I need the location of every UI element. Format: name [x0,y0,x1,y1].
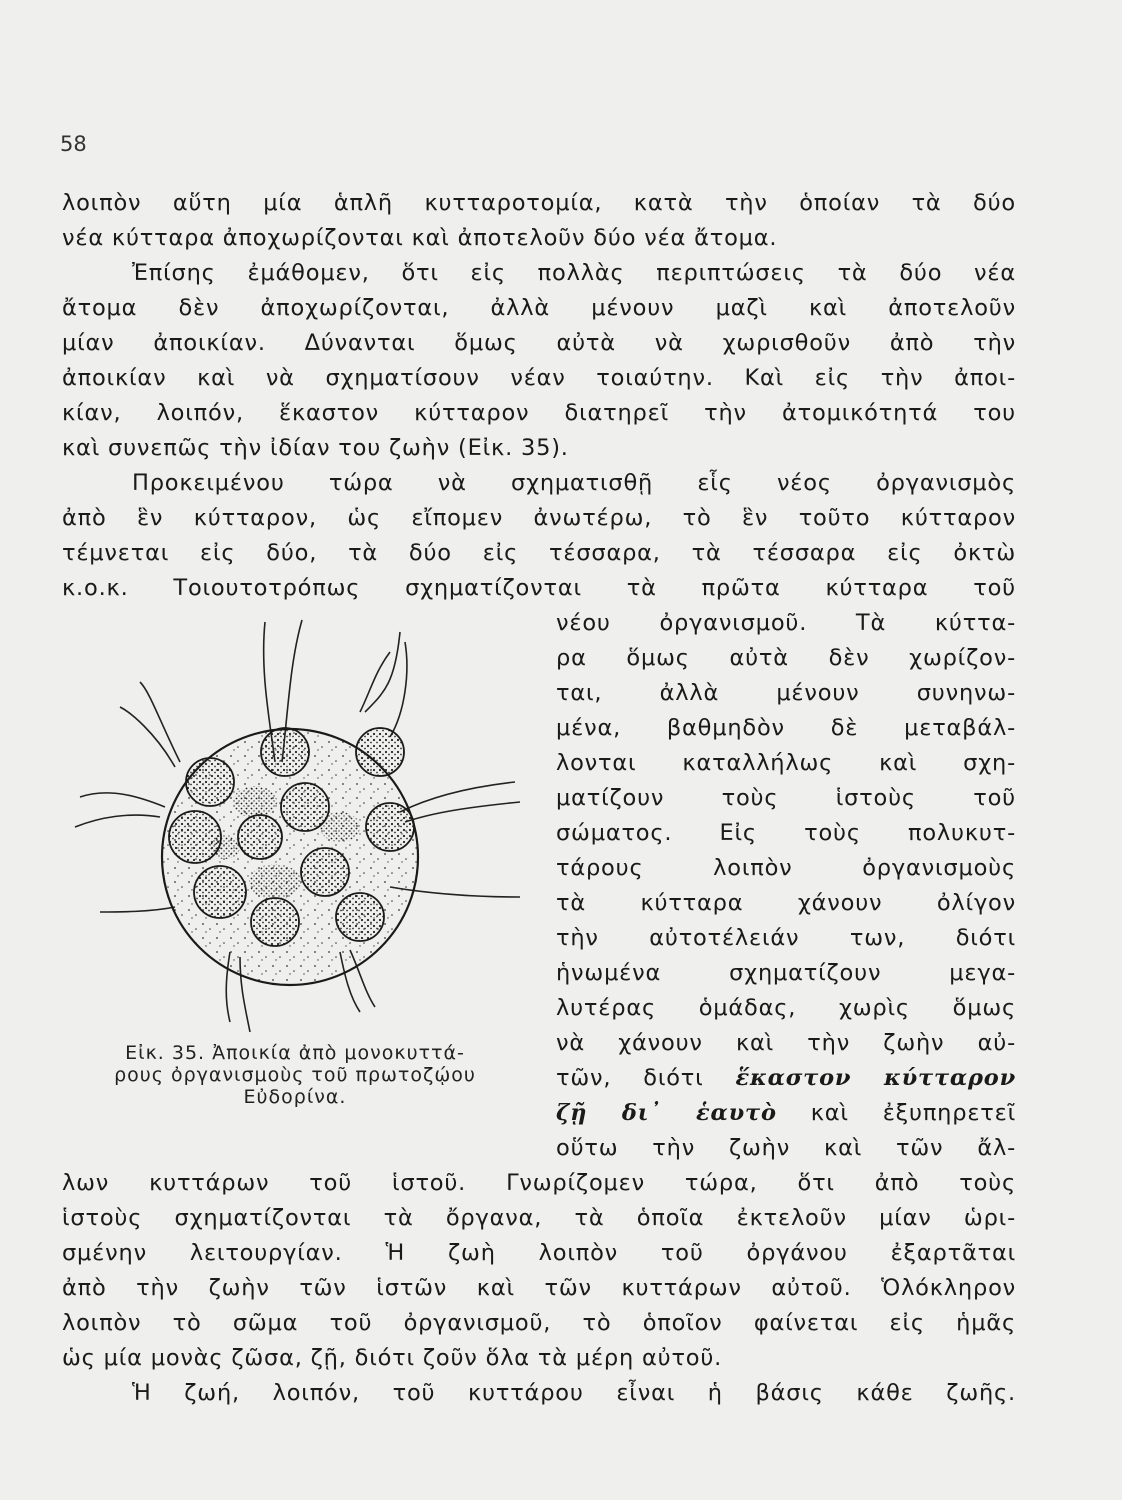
column-line: τὴν αὐτοτέλειάν των, διότι [556,925,1016,951]
emphasis-text: ζῇ δι᾿ ἑαυτὸ [556,1100,777,1126]
column-line: ται, ἀλλὰ μένουν συνηνω- [556,680,1016,706]
column-line: μένα, βαθμηδὸν δὲ μεταβάλ- [556,715,1016,741]
column-line: τάρους λοιπὸν ὀργανισμοὺς [556,855,1016,881]
caption-line: Εὐδορίνα. [243,1086,347,1108]
column-line: ἡνωμένα σχηματίζουν μεγα- [556,960,1016,986]
text-line: ὡς μία μονὰς ζῶσα, ζῇ, διότι ζοῦν ὅλα τὰ μέρη αὐτοῦ. [62,1345,723,1371]
page-number: 58 [60,132,87,156]
column-line: σώματος. Εἰς τοὺς πολυκυτ- [556,820,1016,846]
column-line-text: καὶ ἐξυπηρετεῖ [810,1100,1017,1126]
column-line: νέου ὀργανισμοῦ. Τὰ κύττα- [556,610,1016,636]
text-line: καὶ συνεπῶς τὴν ἰδίαν του ζωὴν (Εἰκ. 35). [62,435,569,461]
text-line: νέα κύτταρα ἀποχωρίζονται καὶ ἀποτελοῦν δύο νέα ἄτομα. [62,225,778,251]
column-line: οὕτω τὴν ζωὴν καὶ τῶν ἄλ- [556,1135,1016,1161]
text-line: Προκειμένου τώρα νὰ σχηματισθῇ εἷς νέος ὀργανισμὸς [132,470,1016,496]
text-line: κ.ο.κ. Τοιουτοτρόπως σχηματίζονται τὰ πρῶτα κύτταρα τοῦ [62,575,1016,601]
text-line: μίαν ἀποικίαν. Δύνανται ὅμως αὐτὰ νὰ χωρισθοῦν ἀπὸ τὴν [62,330,1016,356]
caption-line: Εἰκ. 35. Ἀποικία ἀπὸ μονοκυττά- [125,1042,465,1064]
text-line: τέμνεται εἰς δύο, τὰ δύο εἰς τέσσαρα, τὰ τέσσαρα εἰς ὀκτὼ [62,540,1016,566]
column-line: ματίζουν τοὺς ἱστοὺς τοῦ [556,785,1016,811]
column-line-text: τῶν, διότι [556,1065,704,1091]
text-line: λοιπὸν τὸ σῶμα τοῦ ὀργανισμοῦ, τὸ ὁποῖον φαίνεται εἰς ἡμᾶς [62,1310,1016,1336]
text-line: κίαν, λοιπόν, ἕκαστον κύτταρον διατηρεῖ τὴν ἀτομικότητά του [62,400,1016,426]
text-line: ἄτομα δὲν ἀποχωρίζονται, ἀλλὰ μένουν μαζὶ καὶ ἀποτελοῦν [62,295,1016,321]
column-line: νὰ χάνουν καὶ τὴν ζωὴν αὐ- [556,1030,1016,1056]
text-line: ἀποικίαν καὶ νὰ σχηματίσουν νέαν τοιαύτην. Καὶ εἰς τὴν ἀποι- [62,365,1016,391]
text-line: ἀπὸ ἓν κύτταρον, ὡς εἴπομεν ἀνωτέρω, τὸ ἓν τοῦτο κύτταρον [62,505,1016,531]
column-line [556,1100,1016,1126]
text-line: ἀπὸ τὴν ζωὴν τῶν ἱστῶν καὶ τῶν κυττάρων αὐτοῦ. Ὁλόκληρον [62,1275,1016,1301]
figure-caption [60,1042,530,1108]
column-line: τὰ κύτταρα χάνουν ὀλίγον [556,890,1016,916]
text-line: Ἐπίσης ἐμάθομεν, ὅτι εἰς πολλὰς περιπτώσεις τὰ δύο νέα [132,260,1016,286]
text-line: λων κυττάρων τοῦ ἱστοῦ. Γνωρίζομεν τώρα, ὅτι ἀπὸ τοὺς [62,1170,1016,1196]
caption-line: ρους ὀργανισμοὺς τοῦ πρωτοζῴου [114,1064,476,1086]
text-line: σμένην λειτουργίαν. Ἡ ζωὴ λοιπὸν τοῦ ὀργάνου ἐξαρτᾶται [62,1240,1016,1266]
text-line: λοιπὸν αὕτη μία ἁπλῆ κυτταροτομία, κατὰ τὴν ὁποίαν τὰ δύο [62,190,1016,216]
text-line: ἱστοὺς σχηματίζονται τὰ ὄργανα, τὰ ὁποῖα ἐκτελοῦν μίαν ὡρι- [62,1205,1016,1231]
column-line: λονται καταλλήλως καὶ σχη- [556,750,1016,776]
column-line: λυτέρας ὁμάδας, χωρὶς ὅμως [556,995,1016,1021]
colony-illustration [60,612,540,1042]
text-line: Ἡ ζωή, λοιπόν, τοῦ κυττάρου εἶναι ἡ βάσις κάθε ζωῆς. [132,1380,1016,1406]
column-line: ρα ὅμως αὐτὰ δὲν χωρίζον- [556,645,1016,671]
column-line [556,1065,1016,1091]
emphasis-text: ἕκαστον κύτταρον [735,1065,1016,1091]
